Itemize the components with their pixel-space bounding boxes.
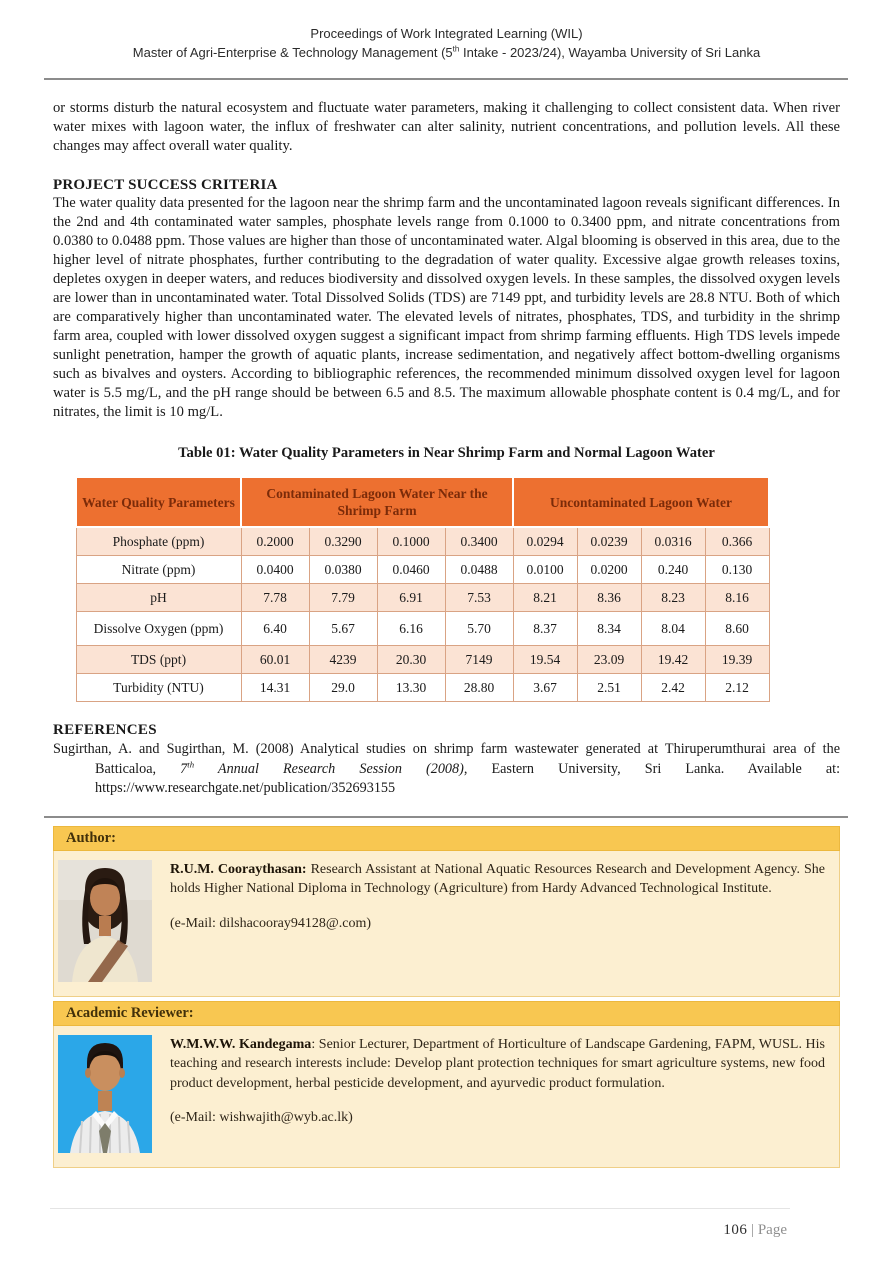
param-cell: Nitrate (ppm): [76, 556, 241, 584]
table-caption: Table 01: Water Quality Parameters in Near Shrimp Farm and Normal Lagoon Water: [178, 445, 715, 461]
reference-url[interactable]: https://www.researchgate.net/publication/352693155: [95, 780, 396, 796]
value-cell: 0.1000: [377, 527, 445, 556]
page-header: [53, 0, 840, 62]
value-cell: 6.91: [377, 584, 445, 612]
table-row: [76, 556, 769, 584]
value-cell: 0.0400: [241, 556, 309, 584]
table-header-contaminated: Contaminated Lagoon Water Near the Shrimp Farm: [241, 477, 513, 527]
value-cell: 19.54: [513, 646, 577, 674]
value-cell: 0.0488: [445, 556, 513, 584]
value-cell: 0.3290: [309, 527, 377, 556]
param-cell: Dissolve Oxygen (ppm): [76, 612, 241, 646]
value-cell: 28.80: [445, 674, 513, 702]
table-row: [76, 674, 769, 702]
reference-entry: Sugirthan, A. and Sugirthan, M. (2008) Analytical studies on shrimp farm wastewater generated at Thiruperumthurai area of the Batticaloa, 7th Annual Research Session (2008), Eastern University, Sri Lanka. Available at: https://www.researchgate.net/publication/352693155: [53, 741, 841, 796]
page-label: Page: [757, 1221, 787, 1238]
value-cell: 0.0380: [309, 556, 377, 584]
table-header-uncontaminated: Uncontaminated Lagoon Water: [513, 477, 769, 527]
value-cell: 8.23: [641, 584, 705, 612]
value-cell: 0.0239: [577, 527, 641, 556]
author-name: R.U.M. Cooraythasan:: [170, 861, 307, 877]
value-cell: 23.09: [577, 646, 641, 674]
author-bar: [53, 826, 840, 851]
body-paragraph-1: or storms disturb the natural ecosystem and fluctuate water parameters, making it challenging to collect consistent data. When river water mixes with lagoon water, the influx of freshwater can alter salinity, nutrient concentrations, and pollution levels. All these changes may affect overall water quality.: [53, 100, 840, 154]
value-cell: 0.0294: [513, 527, 577, 556]
value-cell: 8.04: [641, 612, 705, 646]
value-cell: 8.37: [513, 612, 577, 646]
param-cell: Phosphate (ppm): [76, 527, 241, 556]
value-cell: 14.31: [241, 674, 309, 702]
value-cell: 0.0100: [513, 556, 577, 584]
value-cell: 13.30: [377, 674, 445, 702]
value-cell: 8.16: [705, 584, 769, 612]
author-bar-label: Author:: [66, 829, 116, 846]
param-cell: Turbidity (NTU): [76, 674, 241, 702]
value-cell: 3.67: [513, 674, 577, 702]
author-bio-block: [170, 860, 825, 899]
value-cell: 60.01: [241, 646, 309, 674]
section-divider-rule: [44, 816, 848, 818]
author-text: [170, 860, 825, 987]
value-cell: 8.60: [705, 612, 769, 646]
value-cell: 5.70: [445, 612, 513, 646]
value-cell: 8.21: [513, 584, 577, 612]
value-cell: 7.79: [309, 584, 377, 612]
author-portrait-image: [58, 860, 152, 982]
table-row: [76, 612, 769, 646]
value-cell: 5.67: [309, 612, 377, 646]
table-row: [76, 646, 769, 674]
reviewer-name: W.M.W.W. Kandegama: [170, 1036, 312, 1052]
value-cell: 6.40: [241, 612, 309, 646]
header-line2: Master of Agri-Enterprise & Technology Management (5th Intake - 2023/24), Wayamba University of Sri Lanka: [132, 44, 761, 60]
value-cell: 0.2000: [241, 527, 309, 556]
page-number: 106: [723, 1221, 748, 1238]
table-row: [76, 584, 769, 612]
reviewer-section: [53, 1001, 840, 1168]
value-cell: 8.36: [577, 584, 641, 612]
param-cell: TDS (ppt): [76, 646, 241, 674]
value-cell: 7.53: [445, 584, 513, 612]
value-cell: 8.34: [577, 612, 641, 646]
value-cell: 2.12: [705, 674, 769, 702]
value-cell: 20.30: [377, 646, 445, 674]
author-email: (e-Mail: dilshacooray94128@.com): [170, 915, 372, 931]
reviewer-bio-block: [170, 1035, 825, 1094]
table-row: [76, 527, 769, 556]
header-rule: [44, 78, 848, 80]
author-photo: [58, 860, 152, 987]
value-cell: 29.0: [309, 674, 377, 702]
section-heading: PROJECT SUCCESS CRITERIA: [53, 177, 278, 193]
reviewer-bar: [53, 1001, 840, 1026]
body-paragraph-2: The water quality data presented for the lagoon near the shrimp farm and the uncontaminated lagoon reveals significant differences. In the 2nd and 4th contaminated water samples, phosphate levels range from 0.1000 to 0.3400 ppm, and nitrate concentrations from 0.0380 to 0.0488 ppm. Those values are higher than those of uncontaminated water. Algal blooming is observed in this area, due to the higher level of nitrate phosphates, further contributing to the degradation of water quality. Excessive algae growth releases toxins, depletes oxygen in deeper waters, and reduces biodiversity and dissolved oxygen levels. In these samples, the dissolved oxygen levels are lower than in uncontaminated water. Total Dissolved Solids (TDS) are 7149 ppt, and turbidity levels are 28.8 NTU. Both of which are comparatively higher than uncontaminated water. The elevated levels of nitrates, phosphates, TDS, and turbidity in the shrimp farm area, coupled with lower dissolved oxygen suggest a significant impact from shrimp farming effluents. High TDS levels impede sunlight penetration, hamper the growth of aquatic plants, increase sedimentation, and negatively affect bottom-dwelling organisms such as bivalves and oysters. According to bibliographic references, the recommended minimum dissolved oxygen level for lagoon water is 5.5 mg/L, and the pH range should be between 6.5 and 8.5. The maximum allowable phosphate content is 0.4 mg/L, and for nitrates, the limit is 10 mg/L.: [53, 195, 840, 420]
reviewer-email: (e-Mail: wishwajith@wyb.ac.lk): [170, 1110, 353, 1125]
value-cell: 2.51: [577, 674, 641, 702]
author-section: [53, 826, 840, 997]
value-cell: 0.0200: [577, 556, 641, 584]
value-cell: 0.130: [705, 556, 769, 584]
reviewer-bar-label: Academic Reviewer:: [66, 1004, 194, 1021]
reviewer-portrait-image: [58, 1035, 152, 1153]
value-cell: 0.240: [641, 556, 705, 584]
value-cell: 0.0460: [377, 556, 445, 584]
water-quality-table: [75, 476, 770, 702]
value-cell: 19.39: [705, 646, 769, 674]
header-line1: Proceedings of Work Integrated Learning (WIL): [310, 26, 583, 41]
references-heading: REFERENCES: [53, 722, 157, 738]
reviewer-text: [170, 1035, 825, 1158]
value-cell: 0.3400: [445, 527, 513, 556]
footer-separator: |: [751, 1221, 755, 1238]
value-cell: 2.42: [641, 674, 705, 702]
value-cell: 7.78: [241, 584, 309, 612]
page-footer: [53, 1209, 787, 1239]
author-bio: Research Assistant at National Aquatic Resources Research and Development Agency. She holds Higher National Diploma in Technology (Agriculture) from Hardy Advanced Technological Institute.: [170, 861, 825, 896]
reviewer-photo: [58, 1035, 152, 1158]
param-cell: pH: [76, 584, 241, 612]
value-cell: 0.0316: [641, 527, 705, 556]
value-cell: 19.42: [641, 646, 705, 674]
value-cell: 7149: [445, 646, 513, 674]
reviewer-bio: : Senior Lecturer, Department of Horticulture of Landscape Gardening, FAPM, WUSL. His teaching and research interests include: Develop plant protection techniques for smart agriculture systems, new food product development, herbal pesticide development, and ayurvedic product formulation.: [170, 1036, 825, 1091]
table-header-param: Water Quality Parameters: [76, 477, 241, 527]
value-cell: 6.16: [377, 612, 445, 646]
value-cell: 4239: [309, 646, 377, 674]
value-cell: 0.366: [705, 527, 769, 556]
